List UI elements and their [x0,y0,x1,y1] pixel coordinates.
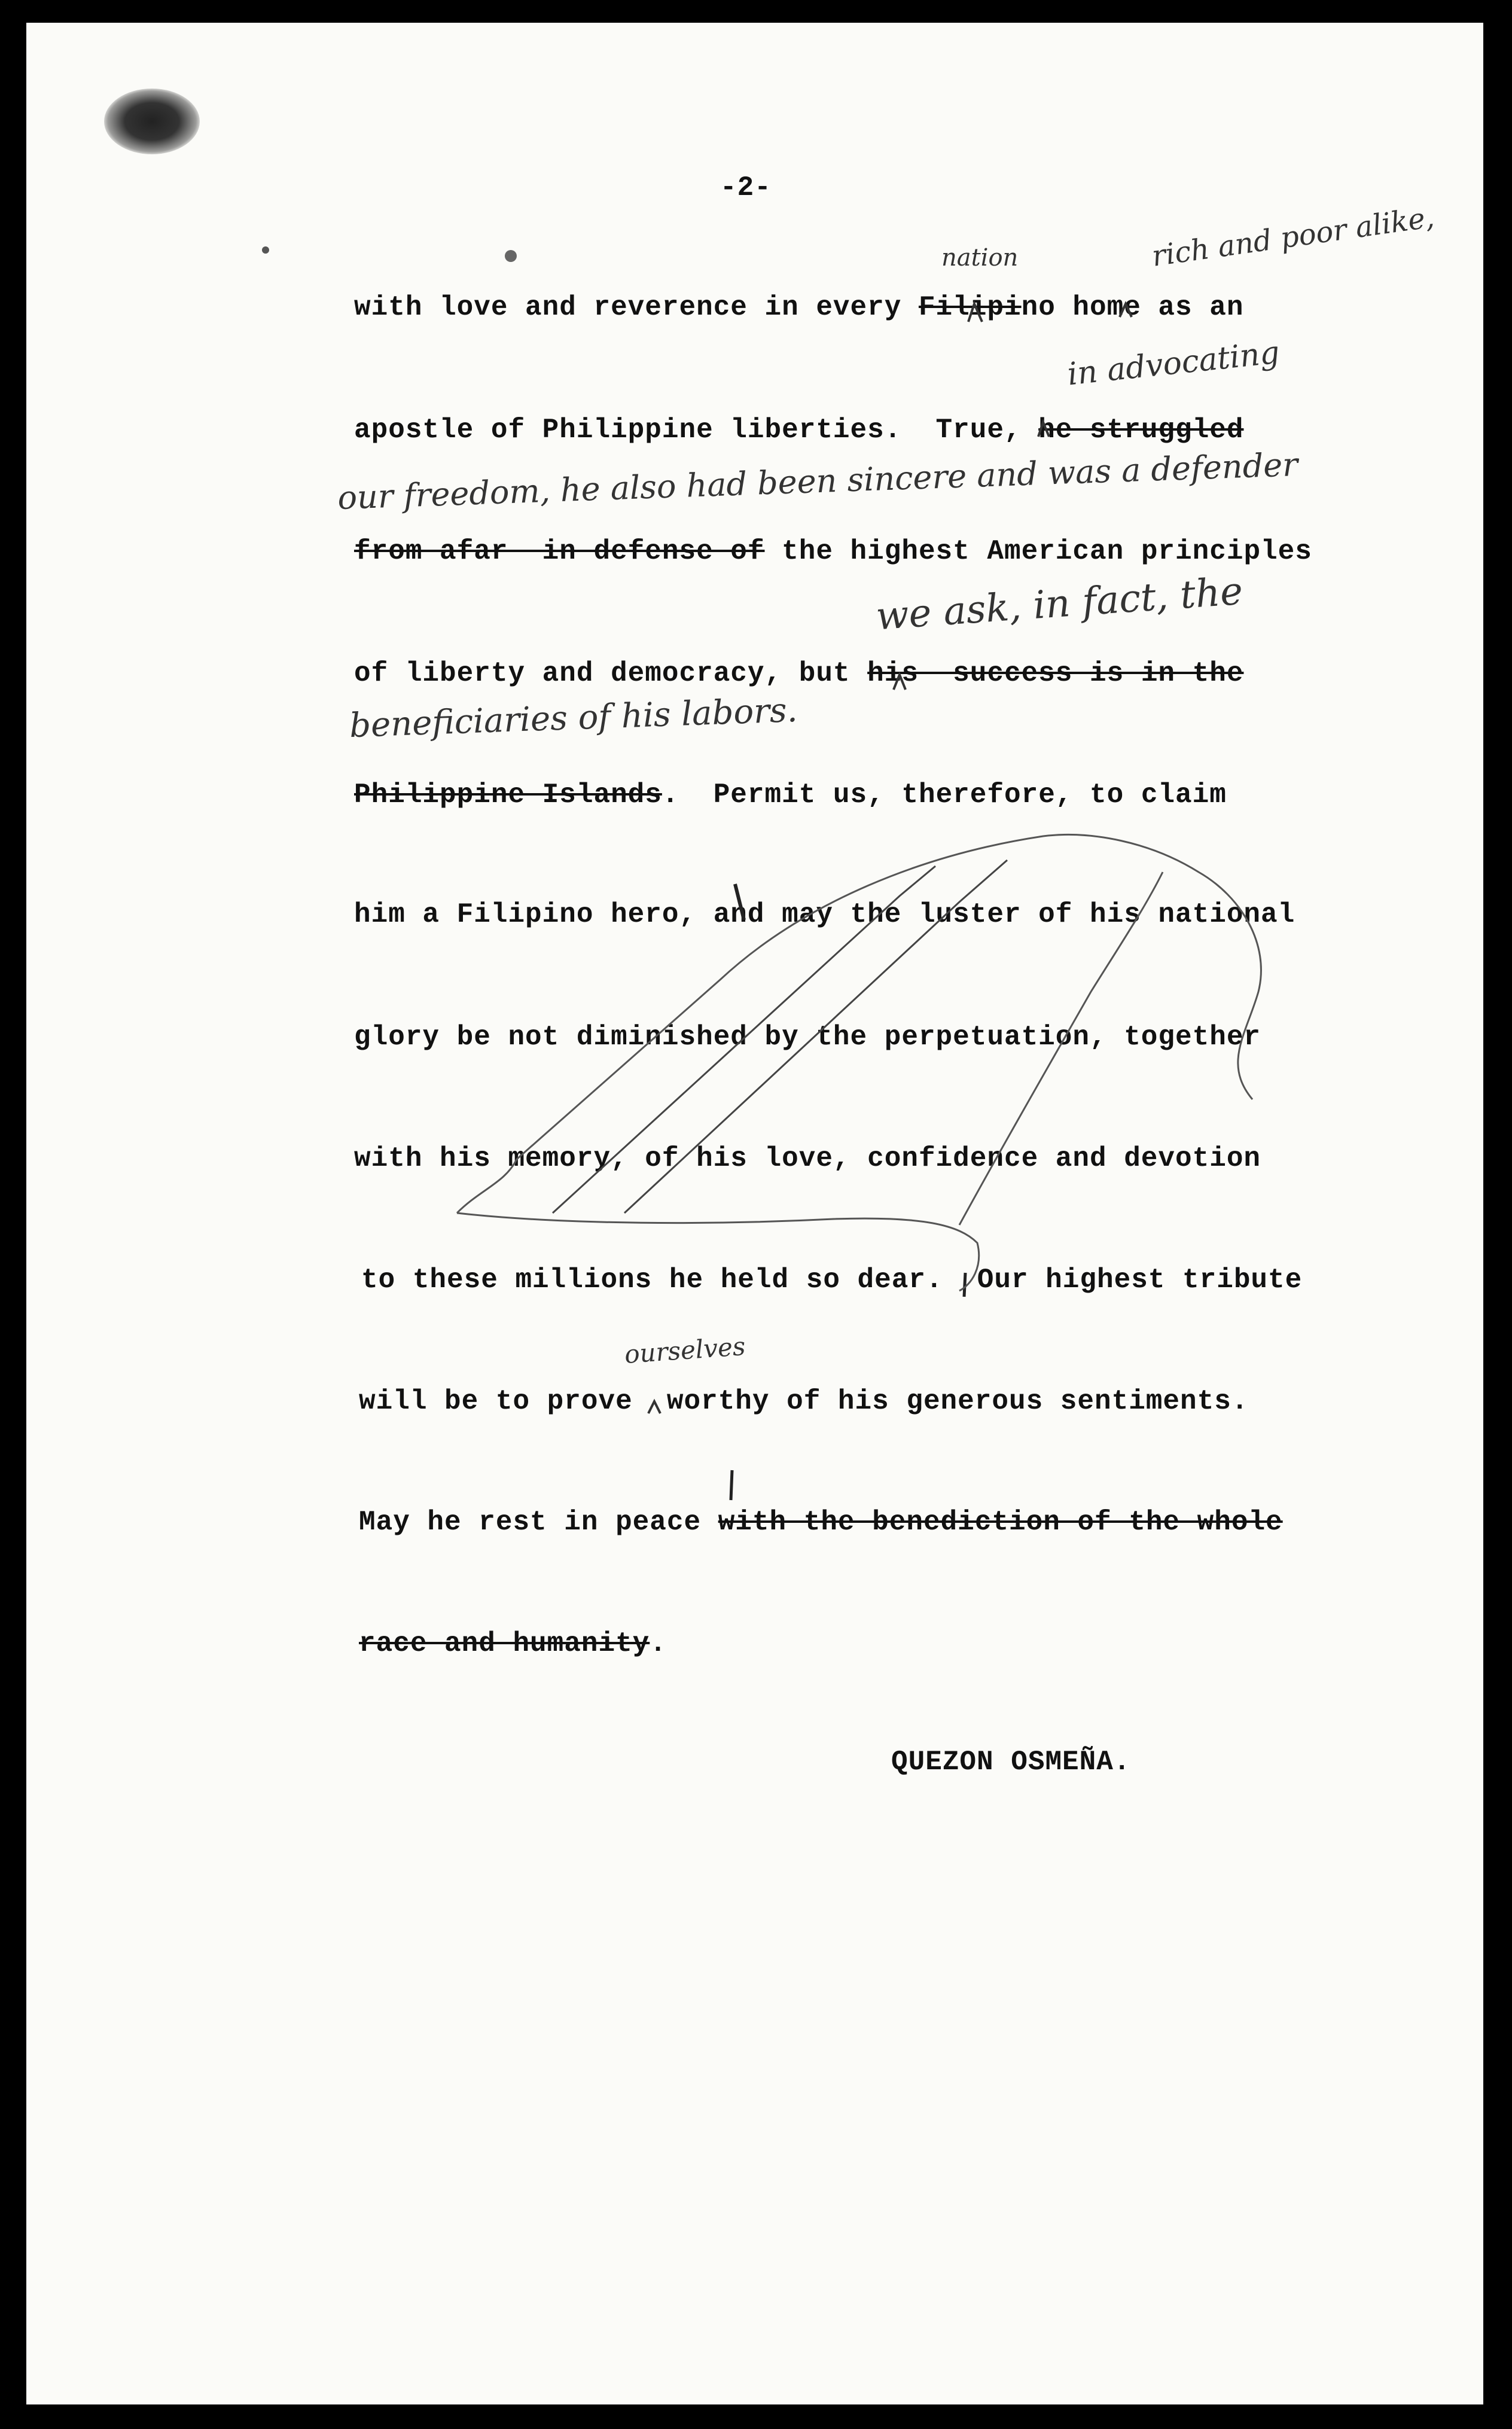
handwritten-beneficiaries: beneficiaries of his labors. [349,690,798,746]
text-line-3: from afar in defense of the highest American principles [354,536,1312,567]
document-page [26,23,1483,2404]
signature: QUEZON OSMEÑA. [891,1747,1131,1778]
text-line-9: to these millions he held so dear. Our highest tribute [361,1264,1303,1296]
text-line-1: with love and reverence in every Filipino home as an [354,292,1244,323]
handwritten-nation: nation [941,244,1019,272]
text-line-8: with his memory, of his love, confidence and devotion [354,1143,1261,1174]
text-line-4: of liberty and democracy, but his success is in the [354,658,1244,689]
handwritten-rich-and-poor: rich and poor alike, [1150,200,1437,273]
handwritten-in-advocating: in advocating [1065,334,1282,393]
text-line-6: him a Filipino hero, and may the luster of his national [354,899,1295,930]
handwritten-we-ask: we ask, in fact, the [874,569,1245,639]
pencil-marks [26,23,1483,2404]
text-line-10: will be to prove worthy of his generous sentiments. [359,1386,1249,1417]
text-line-11: May he rest in peace with the benediction of the whole [359,1507,1283,1538]
text-line-12: race and humanity. [359,1628,667,1659]
handwritten-ourselves: ourselves [623,1331,746,1369]
text-line-2: apostle of Philippine liberties. True, he struggled [354,415,1244,446]
page-number: -2- [720,172,772,203]
handwritten-our-freedom: our freedom, he also had been sincere and was a defender [337,445,1298,517]
text-line-7: glory be not diminished by the perpetuation, together [354,1022,1261,1053]
text-line-5: Philippine Islands. Permit us, therefore, to claim [354,779,1227,810]
ink-smudge [104,89,200,154]
